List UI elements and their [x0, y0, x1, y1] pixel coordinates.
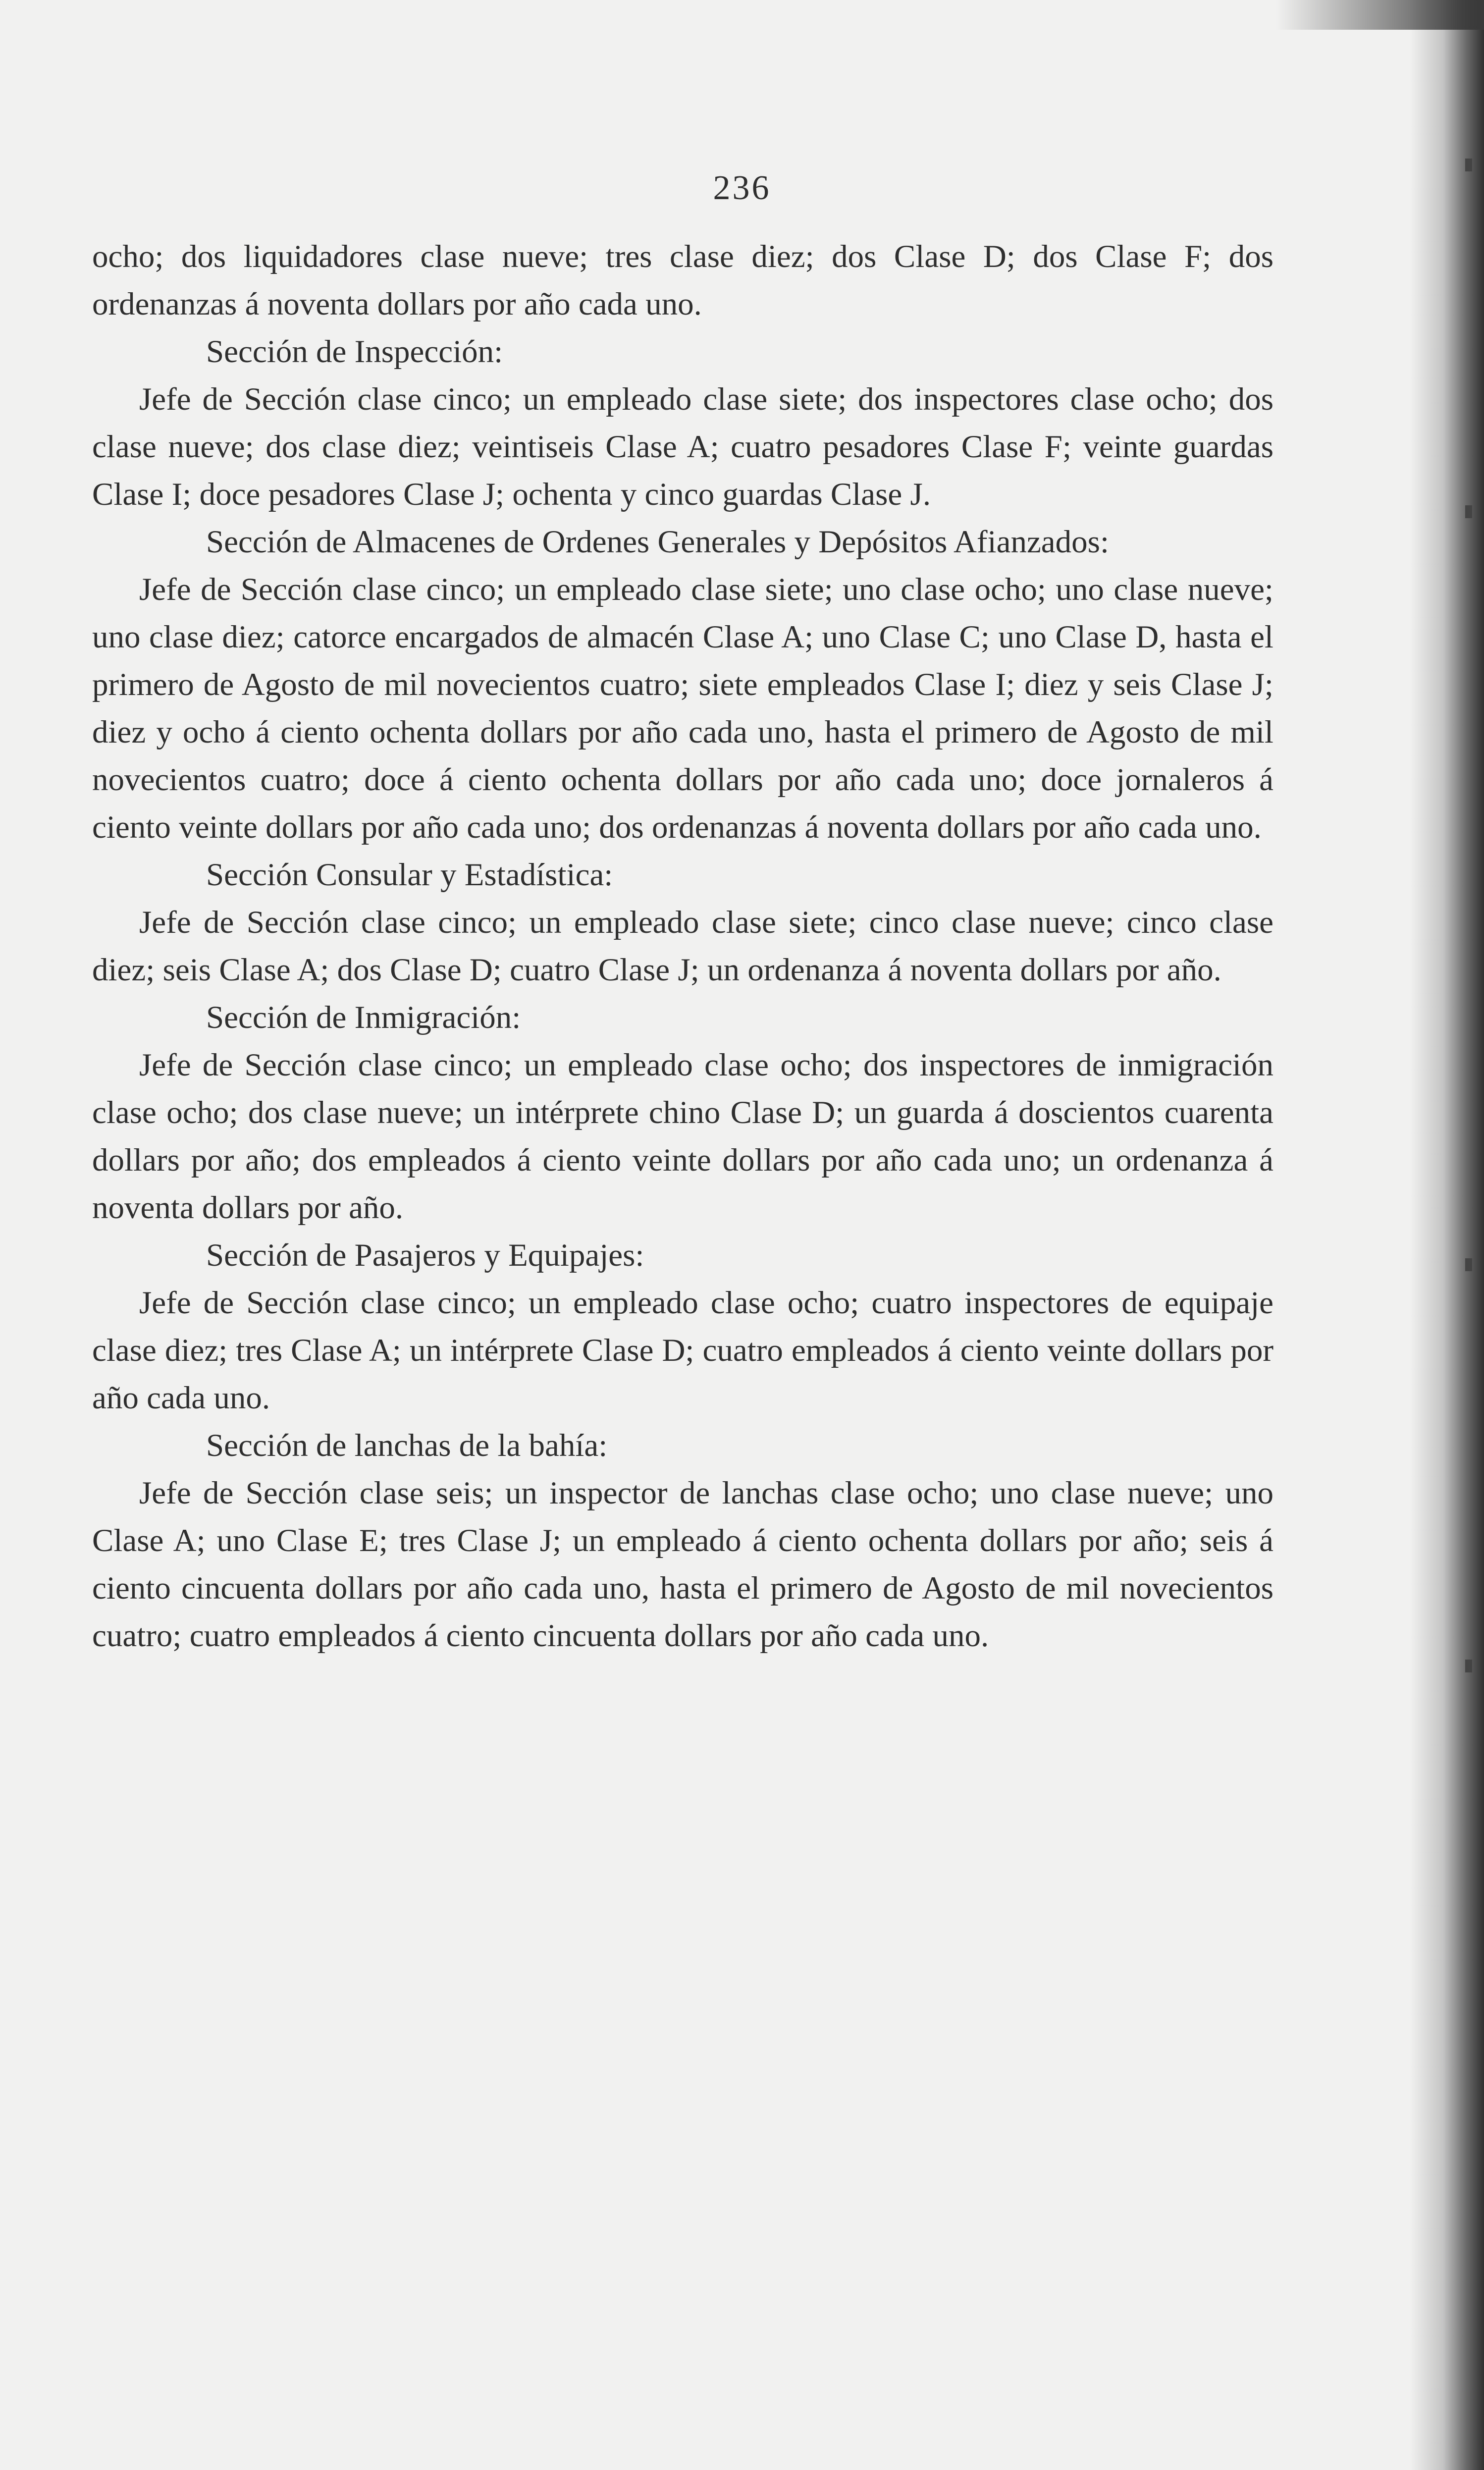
paragraph-pasajeros: Jefe de Sección clase cinco; un empleado clase ocho; cuatro inspectores de equipaje clase diez; tres Clase A; un intérprete Clase D; cuatro empleados á ciento veinte dollars por año cada uno. [92, 1285, 1273, 1416]
section-heading-inmigracion: Sección de Inmigración: [206, 1000, 521, 1035]
section-heading-pasajeros: Sección de Pasajeros y Equipajes: [206, 1237, 644, 1273]
section-heading-lanchas: Sección de lanchas de la bahía: [206, 1428, 608, 1463]
margin-mark [1465, 159, 1472, 171]
page-corner-shadow [1276, 0, 1484, 30]
page-number: 236 [713, 169, 771, 207]
paragraph-inmigracion: Jefe de Sección clase cinco; un empleado clase ocho; dos inspectores de inmigración clase ocho; dos clase nueve; un intérprete chino Clase D; un guarda á doscientos cuarenta dollars por año; dos empleados á ciento veinte dollars por año cada uno; un ordenanza á noventa dollars por año. [92, 1047, 1273, 1226]
page-edge-shadow [1410, 0, 1484, 2470]
margin-mark [1465, 505, 1472, 518]
section-heading-inspeccion: Sección de Inspección: [206, 334, 503, 370]
body-text [92, 233, 1273, 1660]
margin-mark [1465, 1258, 1472, 1271]
paragraph-lanchas: Jefe de Sección clase seis; un inspector de lanchas clase ocho; uno clase nueve; uno Clase A; uno Clase E; tres Clase J; un empleado á ciento ochenta dollars por año; seis á ciento cincuenta dollars por año cada uno, hasta el primero de Agosto de mil novecientos cuatro; cuatro empleados á ciento cincuenta dollars por año cada uno. [92, 1475, 1273, 1654]
margin-mark [1465, 1660, 1472, 1672]
paragraph-almacenes: Jefe de Sección clase cinco; un empleado clase siete; uno clase ocho; uno clase nueve; uno clase diez; catorce encargados de almacén Clase A; uno Clase C; uno Clase D, hasta el primero de Agosto de mil novecientos cuatro; siete empleados Clase I; diez y seis Clase J; diez y ocho á ciento ochenta dollars por año cada uno, hasta el primero de Agosto de mil novecientos cuatro; doce á ciento ochenta dollars por año cada uno; doce jornaleros á ciento veinte dollars por año cada uno; dos ordenanzas á noventa dollars por año cada uno. [92, 572, 1273, 845]
paragraph-inspeccion: Jefe de Sección clase cinco; un empleado clase siete; dos inspectores clase ocho; dos clase nueve; dos clase diez; veintiseis Clase A; cuatro pesadores Clase F; veinte guardas Clase I; doce pesadores Clase J; ochenta y cinco guardas Clase J. [92, 381, 1273, 512]
section-heading-almacenes: Sección de Almacenes de Ordenes Generales y Depósitos Afianzados: [206, 524, 1110, 560]
paragraph-continuation: ocho; dos liquidadores clase nueve; tres clase diez; dos Clase D; dos Clase F; dos ordenanzas á noventa dollars por año cada uno. [92, 239, 1273, 322]
paragraph-consular: Jefe de Sección clase cinco; un empleado clase siete; cinco clase nueve; cinco clase diez; seis Clase A; dos Clase D; cuatro Clase J; un ordenanza á noventa dollars por año. [92, 905, 1273, 988]
section-heading-consular: Sección Consular y Estadística: [206, 857, 613, 893]
